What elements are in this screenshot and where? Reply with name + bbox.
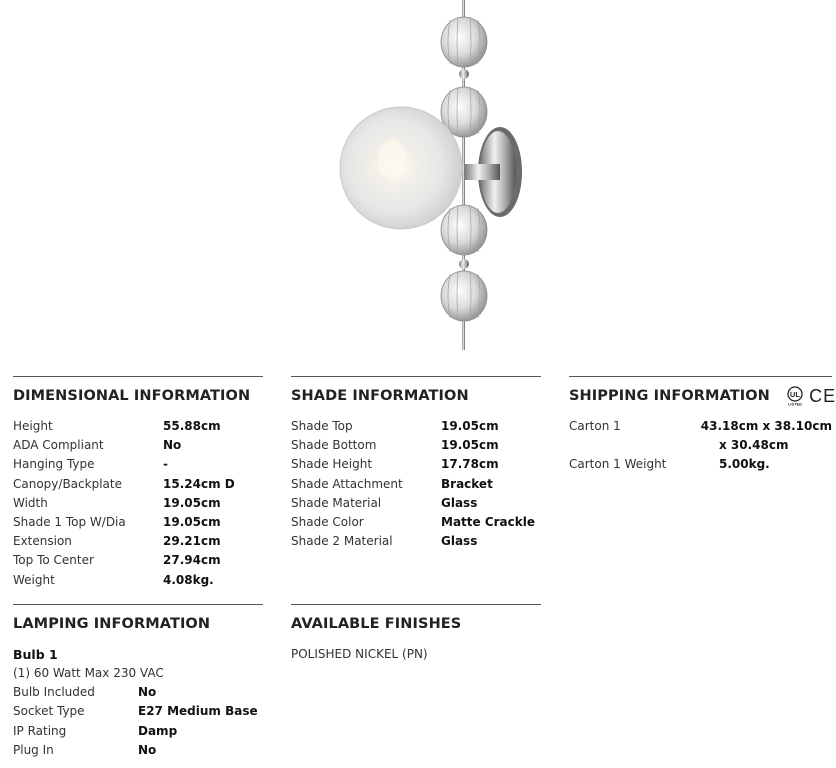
wall-sconce-illustration — [330, 0, 530, 352]
spec-row — [13, 513, 263, 532]
spec-row — [291, 455, 541, 474]
ce-mark-icon: CE — [809, 386, 836, 406]
row-value: 43.18cm x 38.10cm — [700, 419, 832, 433]
spec-row — [291, 532, 541, 551]
spec-row — [291, 513, 541, 532]
row-value: No — [138, 742, 157, 757]
ul-listed-icon — [783, 386, 807, 406]
row-value: 55.88cm — [163, 419, 221, 433]
section-title: LAMPING INFORMATION — [13, 604, 263, 635]
row-value: x 30.48cm — [719, 438, 789, 453]
row-label: ADA Compliant — [13, 438, 104, 453]
bulb-title: Bulb 1 — [13, 647, 58, 662]
row-label: Shade Material — [291, 495, 382, 510]
spec-row — [13, 702, 263, 721]
row-label: Width — [13, 495, 48, 510]
spec-row — [13, 417, 263, 436]
spec-row — [291, 436, 541, 455]
section-title: SHADE INFORMATION — [291, 376, 541, 407]
row-value: Damp — [138, 723, 178, 738]
row-label: Canopy/Backplate — [13, 476, 122, 491]
spec-row — [13, 741, 263, 760]
row-label: Hanging Type — [13, 457, 95, 472]
section-title: DIMENSIONAL INFORMATION — [13, 376, 263, 407]
spec-row — [13, 532, 263, 551]
spec-row — [291, 475, 541, 494]
spec-row — [13, 722, 263, 741]
row-value: 19.05cm — [441, 438, 499, 453]
row-label: Shade Bottom — [291, 438, 377, 453]
available-finishes-section — [291, 604, 541, 664]
row-value: Glass — [441, 495, 478, 510]
row-value: 19.05cm — [163, 514, 221, 529]
row-label: Shade Attachment — [291, 476, 403, 491]
shipping-row-continued — [569, 436, 832, 455]
shipping-rows — [569, 417, 832, 475]
shade-rows — [291, 417, 541, 551]
row-label: IP Rating — [13, 723, 67, 738]
row-value: 4.08kg. — [163, 572, 214, 587]
row-value: No — [163, 438, 182, 453]
dimensional-information-section — [13, 376, 263, 590]
spec-row — [13, 436, 263, 455]
bulb-description: (1) 60 Watt Max 230 VAC — [13, 666, 164, 680]
row-label: Plug In — [13, 742, 54, 757]
row-label: Carton 1 Weight — [569, 457, 667, 472]
listed-label: LISTED — [788, 402, 803, 407]
row-value: 29.21cm — [163, 534, 221, 549]
spec-row — [13, 455, 263, 474]
product-image — [330, 0, 530, 352]
row-value: 5.00kg. — [719, 457, 770, 472]
spec-row — [291, 494, 541, 513]
row-value: Matte Crackle — [441, 514, 535, 529]
section-title — [569, 376, 836, 407]
row-value: E27 Medium Base — [138, 704, 258, 719]
shipping-row — [569, 455, 832, 474]
row-label: Socket Type — [13, 704, 85, 719]
row-value: 19.05cm — [441, 419, 499, 433]
shipping-row — [569, 417, 832, 436]
row-label: Extension — [13, 534, 72, 549]
spec-row — [13, 551, 263, 570]
certification-badges — [783, 385, 836, 407]
section-title: AVAILABLE FINISHES — [291, 604, 541, 635]
dimensional-rows — [13, 417, 263, 590]
row-value: 27.94cm — [163, 553, 221, 568]
row-label: Shade Height — [291, 457, 373, 472]
row-label: Height — [13, 419, 53, 433]
row-label: Shade Top — [291, 419, 353, 433]
shade-information-section — [291, 376, 541, 551]
finish-item: POLISHED NICKEL (PN) — [291, 647, 428, 661]
spec-row — [13, 475, 263, 494]
row-label: Weight — [13, 572, 55, 587]
row-value: Bracket — [441, 476, 493, 491]
section-title-text: SHIPPING INFORMATION — [569, 388, 770, 404]
row-value: Glass — [441, 534, 478, 549]
row-value: No — [138, 685, 157, 700]
row-value: - — [163, 457, 168, 472]
row-label: Shade Color — [291, 514, 364, 529]
spec-row — [13, 683, 263, 702]
ul-label: UL — [789, 390, 801, 399]
spec-row — [13, 494, 263, 513]
finishes-list — [291, 645, 541, 664]
row-label: Carton 1 — [569, 419, 621, 433]
spec-row — [13, 571, 263, 590]
row-label: Top To Center — [13, 553, 94, 568]
shipping-information-section — [569, 376, 836, 475]
row-label: Bulb Included — [13, 685, 95, 700]
row-value: 17.78cm — [441, 457, 499, 472]
row-label: Shade 1 Top W/Dia — [13, 514, 126, 529]
row-value: 19.05cm — [163, 495, 221, 510]
row-value: 15.24cm D — [163, 476, 235, 491]
spec-row — [291, 417, 541, 436]
row-label: Shade 2 Material — [291, 534, 393, 549]
lamping-information-section — [13, 604, 263, 760]
lamping-rows — [13, 683, 263, 760]
